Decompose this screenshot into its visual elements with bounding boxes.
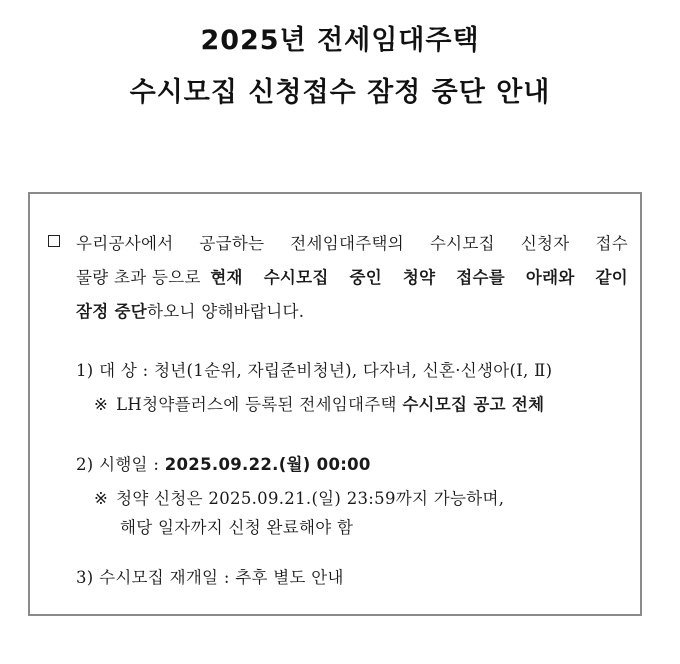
notice-box	[28, 192, 642, 616]
page-title-line-1: 2025년 전세임대주택	[200, 25, 480, 56]
item-3-resume-date	[76, 564, 344, 588]
item-1-value: 청년(1순위, 자립준비청년), 다자녀, 신혼·신생아(Ⅰ, Ⅱ)	[154, 361, 553, 380]
intro-word: 수시모집	[429, 234, 495, 253]
intro-line-2	[76, 264, 628, 288]
intro-bold-word: 아래와	[525, 268, 575, 287]
intro-bold-word: 현재	[210, 268, 243, 287]
note-mark: ※	[94, 489, 109, 508]
item-2-note-text-1: 청약 신청은 2025.09.21.(일) 23:59까지 가능하며,	[116, 489, 505, 508]
intro-line-3	[76, 298, 304, 322]
intro-word: 접수	[595, 234, 628, 253]
page-title-line-2: 수시모집 신청접수 잠정 중단 안내	[129, 77, 551, 108]
note-mark: ※	[94, 395, 109, 414]
intro-line-2-emphasis	[210, 264, 628, 288]
intro-bold-word: 중인	[349, 268, 383, 287]
intro-line-3-plain: 하오니 양해바랍니다.	[147, 302, 305, 321]
intro-bold-word: 청약	[402, 268, 436, 287]
item-1-note	[94, 391, 544, 415]
item-3-label: 3) 수시모집 재개일 :	[76, 568, 236, 587]
item-2-effective-date	[76, 451, 371, 475]
intro-word: 신청자	[520, 234, 570, 253]
intro-word: 우리공사에서	[76, 234, 174, 253]
intro-bold-word: 같이	[595, 268, 628, 287]
item-3-value: 추후 별도 안내	[235, 568, 344, 587]
item-2-label: 2) 시행일 :	[76, 455, 165, 474]
item-1-note-plain: LH청약플러스에 등록된 전세임대주택	[116, 395, 403, 414]
item-1-note-emphasis: 수시모집 공고 전체	[402, 395, 545, 414]
intro-word: 전세임대주택의	[290, 234, 404, 253]
item-2-note-line-1	[94, 485, 504, 509]
intro-line-3-emphasis: 잠정 중단	[76, 302, 148, 321]
item-2-note-line-2: 해당 일자까지 신청 완료해야 함	[120, 518, 354, 537]
notice-bullet-square	[48, 231, 70, 250]
item-1-target	[76, 357, 552, 381]
intro-line-1	[76, 230, 628, 254]
intro-bold-word: 수시모집	[263, 268, 329, 287]
intro-word: 공급하는	[199, 234, 265, 253]
item-1-label: 1) 대 상 :	[76, 361, 155, 380]
intro-bold-word: 접수를	[456, 268, 506, 287]
intro-line-2-plain: 물량 초과 등으로	[76, 268, 207, 287]
item-2-value: 2025.09.22.(월) 00:00	[164, 455, 371, 474]
